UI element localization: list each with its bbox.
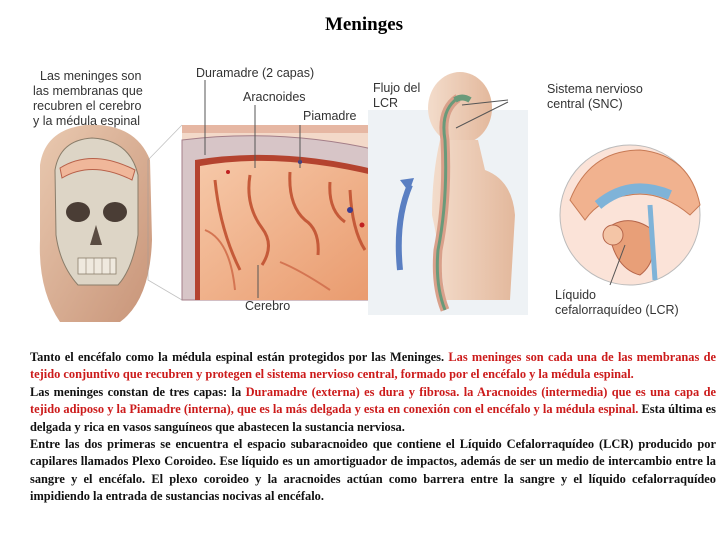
p1-black: Tanto el encéfalo como la médula espinal están protegidos por las Meninges. <box>30 350 445 364</box>
aracnoides-label: Aracnoides <box>243 90 306 104</box>
lcr-line-1: Líquido <box>555 288 597 302</box>
skull-head-icon <box>40 125 152 322</box>
p2-black: Las meninges constan de tres capas: la <box>30 384 242 399</box>
flujo-line-2: LCR <box>373 96 399 110</box>
p1-red: Las meninges son cada una de las membranas de tejido conjuntivo que recubren y protegen el sistema nervioso central, formado por el encéfalo y la médula espinal. <box>30 350 716 382</box>
meninges-cross-section <box>148 125 377 300</box>
paragraph-1 <box>30 349 716 384</box>
page-title: Meninges <box>324 14 404 35</box>
flujo-line-1: Flujo del <box>373 81 421 95</box>
snc-line-1: Sistema nervioso <box>547 82 643 96</box>
lcr-line-2: cefalorraquídeo (LCR) <box>555 303 679 317</box>
p2-tail: Esta última es delgada y rica en vasos sanguíneos que abastecen la sustancia nerviosa. <box>30 402 716 434</box>
snc-line-2: central (SNC) <box>547 97 623 111</box>
cerebro-label: Cerebro <box>245 299 291 313</box>
intro-line-3: recubren el cerebro <box>33 99 142 113</box>
intro-line-2: las membranas que <box>33 84 143 98</box>
description-text <box>30 349 716 506</box>
intro-line-1: Las meninges son <box>40 69 142 83</box>
duramadre-label: Duramadre (2 capas) <box>196 66 315 80</box>
paragraph-2 <box>30 384 716 436</box>
piamadre-label: Piamadre <box>303 109 357 123</box>
intro-line-4: y la médula espinal <box>33 114 141 128</box>
p2-red: Duramadre (externa) es dura y fibrosa. la Aracnoides (intermedia) que es una capa de tejido adiposo y la Piamadre (interna), que es la más delgada y esta en conexión con el encéfalo y la médula espinal. <box>30 384 716 417</box>
brain-detail-icon <box>560 145 700 285</box>
paragraph-3: Entre las dos primeras se encuentra el espacio subaracnoideo que contiene el Líquido Cefalorraquídeo (LCR) producido por capilares llamados Plexo Coroideo. Ese líquido es un amortiguador de impactos, además de ser un medio de intercambio entre la sangre y el encéfalo. El plexo coroideo y la aracnoides actúan como barrera entre la sangre y el líquido cefalorraquídeo impidiendo la entrada de sustancias nocivas al encéfalo. <box>30 437 716 504</box>
